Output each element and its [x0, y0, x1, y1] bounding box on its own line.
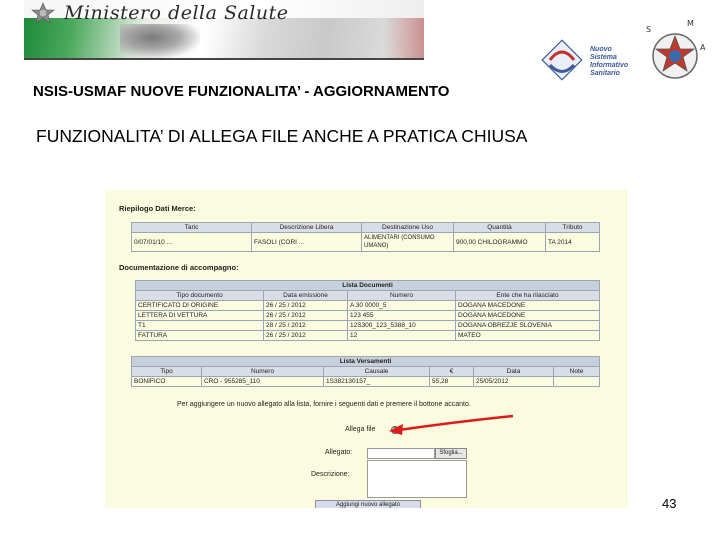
- merce-header: Taric: [132, 223, 252, 233]
- merce-cell: TA 2014: [546, 233, 600, 252]
- documenti-cell: 12S300_123_5388_10: [348, 321, 456, 331]
- documenti-cell: T1: [136, 321, 264, 331]
- table-row: [136, 321, 600, 331]
- table-row: [132, 233, 600, 252]
- statue-graphic: [120, 24, 200, 58]
- page-number: 43: [662, 496, 677, 511]
- merce-table: [131, 222, 600, 252]
- svg-text:S: S: [646, 25, 652, 34]
- versamenti-header: Data: [474, 367, 554, 377]
- versamenti-cell: [554, 377, 600, 387]
- allega-file-label: Allega file: [345, 426, 376, 433]
- merce-cell: ALIMENTARI (CONSUMO UMANO): [362, 233, 454, 252]
- allegato-file-input[interactable]: [367, 448, 435, 459]
- documenti-cell: LETTERA DI VETTURA: [136, 311, 264, 321]
- browse-button[interactable]: Sfoglia...: [435, 448, 467, 459]
- merce-header: Quantità: [454, 223, 546, 233]
- nsis-line: Sanitario: [590, 70, 620, 77]
- versamenti-cell: CRO - 955285_110: [202, 377, 324, 387]
- documenti-cell: MATEO: [456, 331, 600, 341]
- nsis-text: [590, 46, 628, 78]
- versamenti-header: Tipo: [132, 367, 202, 377]
- documenti-header: Tipo documento: [136, 291, 264, 301]
- riepilogo-heading: Riepilogo Dati Merce:: [119, 204, 196, 213]
- slide-subtitle: NSIS-USMAF NUOVE FUNZIONALITA’ - AGGIORNAMENTO: [33, 83, 450, 100]
- red-arrow-icon: [385, 412, 515, 436]
- versamenti-header: €: [430, 367, 474, 377]
- documenti-cell: DOGANA MACEDONE: [456, 301, 600, 311]
- merce-header: Destinazione Uso: [362, 223, 454, 233]
- svg-text:A: A: [700, 43, 706, 52]
- documenti-header: Numero: [348, 291, 456, 301]
- nsis-line: Nuovo: [590, 46, 612, 53]
- documenti-cell: CERTIFICATO DI ORIGINE: [136, 301, 264, 311]
- documenti-cell: 26 / 25 / 2012: [264, 311, 348, 321]
- table-row: [136, 331, 600, 341]
- documenti-cell: DOGANA OBREZJE SLOVENIA: [456, 321, 600, 331]
- versamenti-cell: 25/05/2012: [474, 377, 554, 387]
- documenti-header: Ente che ha rilasciato: [456, 291, 600, 301]
- embedded-screenshot: [105, 190, 628, 508]
- nsis-line: Sistema: [590, 54, 617, 61]
- merce-cell: 900,00 CHILOGRAMMO: [454, 233, 546, 252]
- documenti-cell: FATTURA: [136, 331, 264, 341]
- italian-flag-graphic: [24, 18, 424, 60]
- documenti-cell: 26 / 25 / 2012: [264, 331, 348, 341]
- versamenti-cell: 1S382130157_: [324, 377, 430, 387]
- merce-header: Descrizione Libera: [252, 223, 362, 233]
- merce-header: Tributo: [546, 223, 600, 233]
- svg-text:M: M: [687, 19, 694, 28]
- usmaf-seal-icon: [640, 18, 710, 88]
- versamenti-header: Numero: [202, 367, 324, 377]
- merce-cell: FASOLI (CORI ...: [252, 233, 362, 252]
- banner-rule: [24, 58, 424, 60]
- table-row: [136, 311, 600, 321]
- descrizione-textarea[interactable]: [367, 460, 467, 498]
- versamenti-table: [131, 356, 600, 387]
- versamenti-header: Note: [554, 367, 600, 377]
- versamenti-header: Causale: [324, 367, 430, 377]
- documenti-table: [135, 280, 600, 341]
- documenti-cell: 28 / 25 / 2012: [264, 321, 348, 331]
- documenti-cell: 123 455: [348, 311, 456, 321]
- documentazione-heading: Documentazione di accompagno:: [119, 263, 239, 272]
- ministry-name: Ministero della Salute: [64, 2, 289, 24]
- ministry-banner: [24, 0, 424, 60]
- merce-cell: 0/07/01/10 ...: [132, 233, 252, 252]
- versamenti-cell: 55,28: [430, 377, 474, 387]
- documenti-cell: DOGANA MACEDONE: [456, 311, 600, 321]
- flag-red-band: [384, 18, 424, 60]
- add-attachment-hint: Per aggiungere un nuovo allegato alla lista, fornire i seguenti dati e premere il bottone accanto.: [177, 401, 471, 408]
- allegato-label: Allegato:: [325, 449, 353, 456]
- table-row: [132, 377, 600, 387]
- documenti-cell: 26 / 25 / 2012: [264, 301, 348, 311]
- nsis-line: Informativo: [590, 62, 629, 69]
- documenti-header: Data emissione: [264, 291, 348, 301]
- republic-emblem-icon: [28, 2, 58, 24]
- documenti-cell: 12: [348, 331, 456, 341]
- descrizione-label: Descrizione:: [311, 471, 350, 478]
- add-attachment-button[interactable]: Aggiungi nuovo allegato: [315, 500, 421, 508]
- table-row: [136, 301, 600, 311]
- documenti-cell: A 30 0000_5: [348, 301, 456, 311]
- versamenti-caption: Lista Versamenti: [132, 357, 600, 367]
- slide-title: FUNZIONALITA’ DI ALLEGA FILE ANCHE A PRATICA CHIUSA: [36, 126, 528, 146]
- documenti-caption: Lista Documenti: [136, 281, 600, 291]
- versamenti-cell: BONIFICO: [132, 377, 202, 387]
